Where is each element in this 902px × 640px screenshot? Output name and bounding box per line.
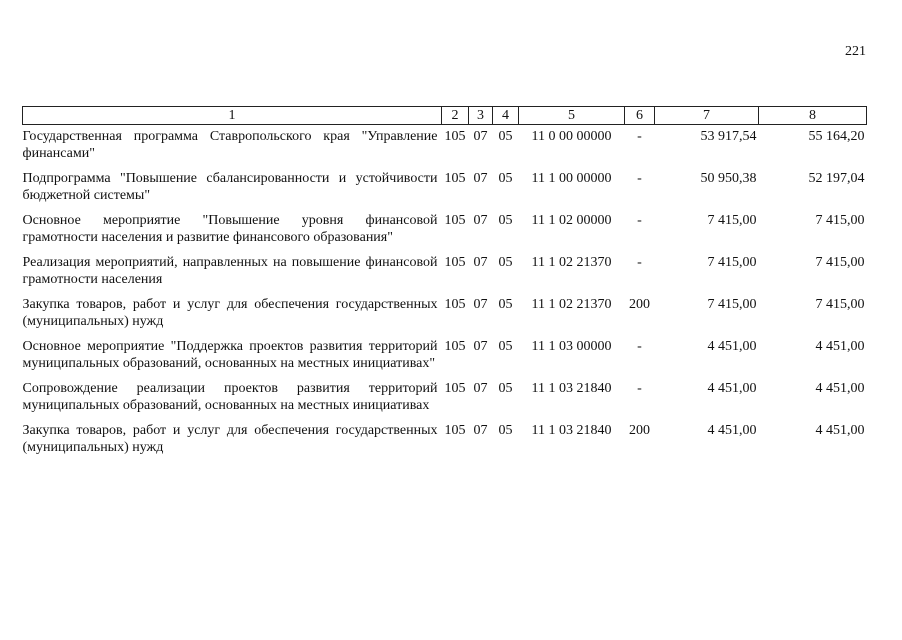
row-col-6: - [637,339,642,354]
header-col-4: 4 [493,107,519,125]
table-row [23,170,867,212]
row-col-8: 7 415,00 [815,213,865,228]
row-name: Закупка товаров, работ и услуг для обеспечения государственных (муниципальных) нужд [22,297,438,329]
row-col-2: 105 [444,381,466,396]
row-name: Сопровождение реализации проектов развития территорий муниципальных образований, основанных на местных инициативах [22,381,438,413]
row-col-5: 11 1 02 21370 [531,255,612,270]
row-col-2: 105 [444,297,466,312]
row-col-4: 05 [498,171,513,186]
row-col-6: - [637,381,642,396]
row-col-7: 53 917,54 [700,129,757,144]
row-col-5: 11 1 02 00000 [531,213,612,228]
row-col-5: 11 1 03 21840 [531,423,612,438]
row-col-5: 11 1 00 00000 [531,171,612,186]
row-name: Реализация мероприятий, направленных на повышение финансовой грамотности населения [22,255,438,287]
row-col-4: 05 [498,255,513,270]
page-number: 221 [845,44,866,59]
row-col-7: 7 415,00 [707,213,757,228]
row-col-3: 07 [473,423,488,438]
row-col-7: 50 950,38 [700,171,757,186]
header-col-1: 1 [23,107,442,125]
row-name: Основное мероприятие "Повышение уровня финансовой грамотности населения и развитие финансового образования" [22,213,438,245]
row-col-6: 200 [629,297,650,312]
table-row [23,254,867,296]
row-col-2: 105 [444,255,466,270]
row-col-8: 52 197,04 [808,171,865,186]
row-col-6: 200 [629,423,650,438]
row-col-6: - [637,171,642,186]
row-col-3: 07 [473,213,488,228]
row-col-3: 07 [473,297,488,312]
header-col-2: 2 [442,107,469,125]
row-col-3: 07 [473,129,488,144]
row-col-2: 105 [444,129,466,144]
row-col-4: 05 [498,339,513,354]
header-row [23,107,867,125]
row-col-4: 05 [498,213,513,228]
row-name: Закупка товаров, работ и услуг для обеспечения государственных (муниципальных) нужд [22,423,438,455]
row-col-4: 05 [498,423,513,438]
row-col-8: 55 164,20 [808,129,865,144]
table-row [23,125,867,171]
row-col-5: 11 0 00 00000 [531,129,612,144]
table-row [23,212,867,254]
row-name: Основное мероприятие "Поддержка проектов развития территорий муниципальных образований, основанных на местных инициативах" [22,339,438,371]
row-col-2: 105 [444,213,466,228]
budget-table [22,106,867,464]
row-col-8: 4 451,00 [815,423,865,438]
table-row [23,296,867,338]
row-col-3: 07 [473,381,488,396]
row-col-3: 07 [473,339,488,354]
row-col-2: 105 [444,339,466,354]
row-col-4: 05 [498,297,513,312]
row-name: Подпрограмма "Повышение сбалансированности и устойчивости бюджетной системы" [22,171,438,203]
row-col-2: 105 [444,423,466,438]
row-col-8: 4 451,00 [815,381,865,396]
header-col-7: 7 [655,107,759,125]
row-col-7: 4 451,00 [707,339,757,354]
row-col-3: 07 [473,255,488,270]
row-col-4: 05 [498,381,513,396]
row-col-4: 05 [498,129,513,144]
table-row [23,422,867,464]
row-col-5: 11 1 03 21840 [531,381,612,396]
row-col-7: 7 415,00 [707,255,757,270]
row-col-8: 4 451,00 [815,339,865,354]
header-col-5: 5 [519,107,625,125]
row-name: Государственная программа Ставропольского края "Управление финансами" [22,129,438,161]
row-col-6: - [637,255,642,270]
table-row [23,380,867,422]
row-col-6: - [637,129,642,144]
row-col-5: 11 1 02 21370 [531,297,612,312]
row-col-7: 4 451,00 [707,423,757,438]
row-col-6: - [637,213,642,228]
row-col-5: 11 1 03 00000 [531,339,612,354]
row-col-3: 07 [473,171,488,186]
row-col-7: 4 451,00 [707,381,757,396]
table-row [23,338,867,380]
header-col-8: 8 [759,107,867,125]
row-col-8: 7 415,00 [815,255,865,270]
row-col-8: 7 415,00 [815,297,865,312]
header-col-6: 6 [625,107,655,125]
header-col-3: 3 [469,107,493,125]
row-col-2: 105 [444,171,466,186]
row-col-7: 7 415,00 [707,297,757,312]
